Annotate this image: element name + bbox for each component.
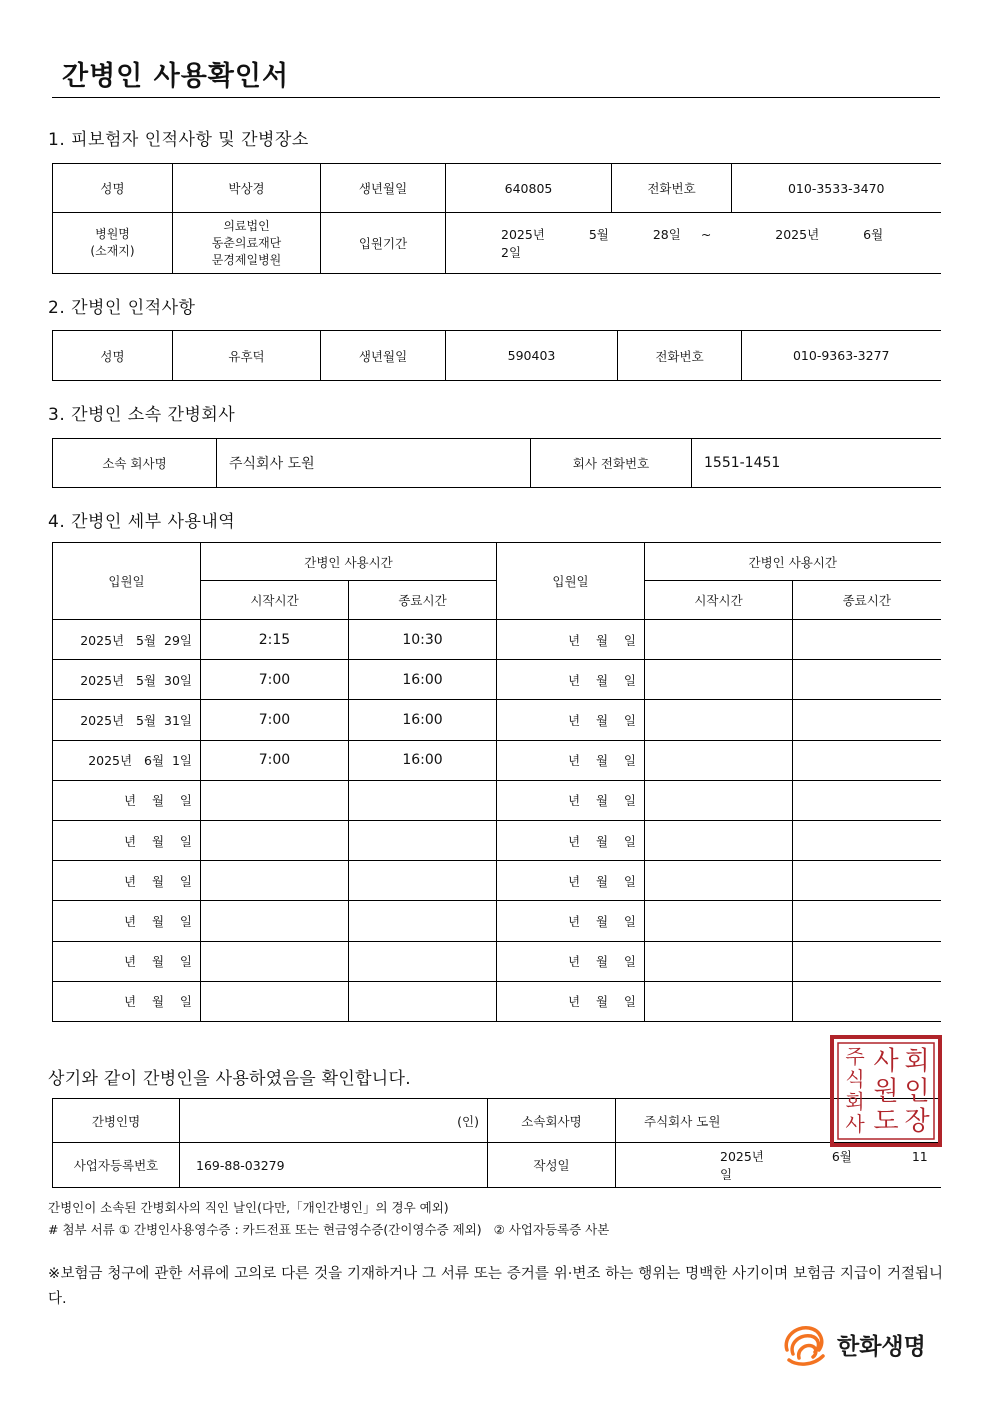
period-end-day: 2일 xyxy=(501,245,522,260)
written-day: 11일 xyxy=(720,1149,928,1182)
hospital-value[interactable] xyxy=(173,213,321,274)
caregiver-info-table xyxy=(52,330,941,381)
table-row xyxy=(53,901,941,941)
usage-right-start[interactable] xyxy=(645,620,793,660)
table-row xyxy=(53,740,941,780)
usage-start-time[interactable]: 7:00 xyxy=(201,660,349,700)
usage-end-time[interactable]: 16:00 xyxy=(349,700,497,740)
page-title: 간병인 사용확인서 xyxy=(62,61,290,92)
seal-char: 도 xyxy=(873,1106,899,1137)
usage-right-start[interactable] xyxy=(645,660,793,700)
period-end-year: 2025년 xyxy=(775,227,820,242)
sign-company-value[interactable]: 주식회사 도원 xyxy=(616,1099,941,1143)
seal-char: 회 xyxy=(845,1089,865,1114)
sign-company-label: 소속회사명 xyxy=(488,1099,616,1143)
usage-right-end[interactable] xyxy=(793,941,941,981)
title-divider xyxy=(52,97,940,98)
usage-start-time[interactable]: 2:15 xyxy=(201,620,349,660)
confirm-statement: 상기와 같이 간병인을 사용하였음을 확인합니다. xyxy=(48,1069,411,1089)
hospital-label-line1: 병원명 xyxy=(95,227,130,241)
usage-right-date[interactable]: 년 월 일 xyxy=(497,780,645,820)
usage-end-time[interactable] xyxy=(349,901,497,941)
usage-right-end[interactable] xyxy=(793,981,941,1021)
usage-right-date[interactable]: 년 월 일 xyxy=(497,740,645,780)
usage-end-time[interactable] xyxy=(349,981,497,1021)
written-date-label: 작성일 xyxy=(488,1143,616,1188)
usage-left-date[interactable]: 년 월 일 xyxy=(53,820,201,860)
caregiver-birth-value[interactable]: 590403 xyxy=(446,331,618,381)
usage-time-header-right: 간병인 사용시간 xyxy=(645,543,941,581)
usage-left-date[interactable]: 년 월 일 xyxy=(53,780,201,820)
table-row xyxy=(53,620,941,660)
period-label: 입원기간 xyxy=(321,213,446,274)
usage-left-date[interactable]: 2025년 5월 31일 xyxy=(53,700,201,740)
signature-table xyxy=(52,1098,941,1188)
table-row xyxy=(53,861,941,901)
company-phone-value[interactable]: 1551-1451 xyxy=(692,439,941,488)
hospital-line2: 동춘의료재단 xyxy=(211,235,282,250)
usage-right-date[interactable]: 년 월 일 xyxy=(497,820,645,860)
usage-right-start[interactable] xyxy=(645,820,793,860)
usage-left-date[interactable]: 년 월 일 xyxy=(53,941,201,981)
hanwha-life-logo xyxy=(779,1320,926,1368)
usage-end-time[interactable] xyxy=(349,941,497,981)
table-row xyxy=(53,820,941,860)
usage-right-end[interactable] xyxy=(793,820,941,860)
caregiver-birth-label: 생년월일 xyxy=(321,331,446,381)
biz-no-label: 사업자등록번호 xyxy=(53,1143,180,1188)
usage-right-date[interactable]: 년 월 일 xyxy=(497,700,645,740)
usage-right-start[interactable] xyxy=(645,700,793,740)
usage-right-start[interactable] xyxy=(645,740,793,780)
usage-right-start[interactable] xyxy=(645,981,793,1021)
usage-start-time[interactable]: 7:00 xyxy=(201,700,349,740)
biz-no-value[interactable]: 169-88-03279 xyxy=(180,1143,488,1188)
fraud-warning: ※보험금 청구에 관한 서류에 고의로 다른 것을 기재하거나 그 서류 또는 증거를 위·변조 하는 행위는 명백한 사기이며 보험금 지급이 거절됩니다. xyxy=(48,1266,943,1307)
hospital-label-line2: (소재지) xyxy=(90,244,135,258)
seal-char: 장 xyxy=(904,1106,930,1137)
usage-right-end[interactable] xyxy=(793,700,941,740)
seal-char: 회 xyxy=(904,1046,930,1077)
usage-left-date[interactable]: 2025년 5월 29일 xyxy=(53,620,201,660)
caregiver-name-label: 성명 xyxy=(53,331,173,381)
table-row xyxy=(53,941,941,981)
usage-left-date[interactable]: 년 월 일 xyxy=(53,901,201,941)
usage-right-date[interactable]: 년 월 일 xyxy=(497,861,645,901)
seal-note: 간병인이 소속된 간병회사의 직인 날인(다만,「개인간병인」의 경우 예외) xyxy=(48,1200,449,1215)
insured-birth-value[interactable]: 640805 xyxy=(446,164,612,213)
hospital-label xyxy=(53,213,173,274)
period-start-day: 28일 xyxy=(652,227,681,242)
usage-right-start[interactable] xyxy=(645,861,793,901)
period-value[interactable] xyxy=(446,213,941,274)
table-row xyxy=(53,780,941,820)
company-name-value[interactable]: 주식회사 도원 xyxy=(217,439,531,488)
usage-right-end[interactable] xyxy=(793,620,941,660)
company-seal-stamp xyxy=(829,1034,943,1148)
attachment-note: # 첨부 서류 ① 간병인사용영수증 : 카드전표 또는 현금영수증(간이영수증 제외) ② 사업자등록증 사본 xyxy=(48,1222,610,1237)
usage-date-header-left: 입원일 xyxy=(53,543,201,620)
table-row xyxy=(53,660,941,700)
usage-right-date[interactable]: 년 월 일 xyxy=(497,941,645,981)
usage-table xyxy=(52,542,941,1022)
usage-right-start[interactable] xyxy=(645,941,793,981)
usage-right-end[interactable] xyxy=(793,740,941,780)
usage-right-end[interactable] xyxy=(793,780,941,820)
usage-start-time[interactable] xyxy=(201,901,349,941)
logo-text: 한화생명 xyxy=(837,1333,926,1360)
table-row xyxy=(53,981,941,1021)
hospital-line1: 의료법인 xyxy=(223,218,270,233)
written-year: 2025년 xyxy=(720,1149,764,1164)
usage-start-time[interactable] xyxy=(201,780,349,820)
usage-end-time[interactable]: 16:00 xyxy=(349,660,497,700)
usage-end-header-left: 종료시간 xyxy=(349,581,497,620)
seal-char: 인 xyxy=(904,1076,930,1107)
section4-heading: 4. 간병인 세부 사용내역 xyxy=(48,512,236,532)
usage-right-end[interactable] xyxy=(793,861,941,901)
usage-end-time[interactable]: 16:00 xyxy=(349,740,497,780)
period-start-year: 2025년 xyxy=(501,227,545,242)
seal-mark: (인) xyxy=(457,1113,479,1129)
usage-start-time[interactable]: 7:00 xyxy=(201,740,349,780)
period-tilde: ~ xyxy=(700,227,712,242)
usage-end-time[interactable]: 10:30 xyxy=(349,620,497,660)
usage-right-date[interactable]: 년 월 일 xyxy=(497,901,645,941)
period-start-month: 5월 xyxy=(588,227,609,242)
insured-info-table xyxy=(52,163,941,274)
usage-left-date[interactable]: 년 월 일 xyxy=(53,981,201,1021)
usage-right-start[interactable] xyxy=(645,901,793,941)
insured-phone-value[interactable]: 010-3533-3470 xyxy=(732,164,941,213)
usage-start-time[interactable] xyxy=(201,981,349,1021)
written-month: 6월 xyxy=(831,1149,852,1164)
table-row xyxy=(53,700,941,740)
usage-end-time[interactable] xyxy=(349,820,497,860)
insured-name-label: 성명 xyxy=(53,164,173,213)
caregiver-phone-label: 전화번호 xyxy=(618,331,742,381)
period-end-month: 6월 xyxy=(863,227,884,242)
usage-left-date[interactable]: 2025년 6월 1일 xyxy=(53,740,201,780)
written-date-value[interactable] xyxy=(616,1143,941,1188)
caregiver-sign-value[interactable] xyxy=(180,1099,488,1143)
insured-birth-label: 생년월일 xyxy=(321,164,446,213)
seal-char: 주 xyxy=(845,1044,865,1069)
seal-char: 사 xyxy=(873,1046,899,1077)
seal-char: 식 xyxy=(845,1067,865,1092)
usage-start-header-right: 시작시간 xyxy=(645,581,793,620)
company-name-label: 소속 회사명 xyxy=(53,439,217,488)
seal-char: 원 xyxy=(873,1076,899,1107)
section3-heading: 3. 간병인 소속 간병회사 xyxy=(48,405,236,425)
usage-right-start[interactable] xyxy=(645,780,793,820)
usage-end-header-right: 종료시간 xyxy=(793,581,941,620)
usage-start-header-left: 시작시간 xyxy=(201,581,349,620)
caregiver-phone-value[interactable]: 010-9363-3277 xyxy=(742,331,941,381)
usage-end-time[interactable] xyxy=(349,780,497,820)
company-info-table xyxy=(52,438,941,488)
company-phone-label: 회사 전화번호 xyxy=(531,439,692,488)
usage-right-date[interactable]: 년 월 일 xyxy=(497,981,645,1021)
section2-heading: 2. 간병인 인적사항 xyxy=(48,298,196,318)
usage-left-date[interactable]: 2025년 5월 30일 xyxy=(53,660,201,700)
hanwha-flame-icon xyxy=(779,1320,831,1368)
usage-start-time[interactable] xyxy=(201,820,349,860)
hospital-line3: 문경제일병원 xyxy=(211,252,282,267)
usage-right-end[interactable] xyxy=(793,660,941,700)
caregiver-sign-label: 간병인명 xyxy=(53,1099,180,1143)
usage-left-date[interactable]: 년 월 일 xyxy=(53,861,201,901)
usage-end-time[interactable] xyxy=(349,861,497,901)
usage-start-time[interactable] xyxy=(201,861,349,901)
usage-start-time[interactable] xyxy=(201,941,349,981)
usage-right-end[interactable] xyxy=(793,901,941,941)
seal-char: 사 xyxy=(845,1112,865,1137)
usage-time-header-left: 간병인 사용시간 xyxy=(201,543,497,581)
insured-name-value[interactable]: 박상경 xyxy=(173,164,321,213)
caregiver-name-value[interactable]: 유후덕 xyxy=(173,331,321,381)
usage-right-date[interactable]: 년 월 일 xyxy=(497,660,645,700)
usage-date-header-right: 입원일 xyxy=(497,543,645,620)
insured-phone-label: 전화번호 xyxy=(612,164,732,213)
usage-right-date[interactable]: 년 월 일 xyxy=(497,620,645,660)
section1-heading: 1. 피보험자 인적사항 및 간병장소 xyxy=(48,130,309,150)
